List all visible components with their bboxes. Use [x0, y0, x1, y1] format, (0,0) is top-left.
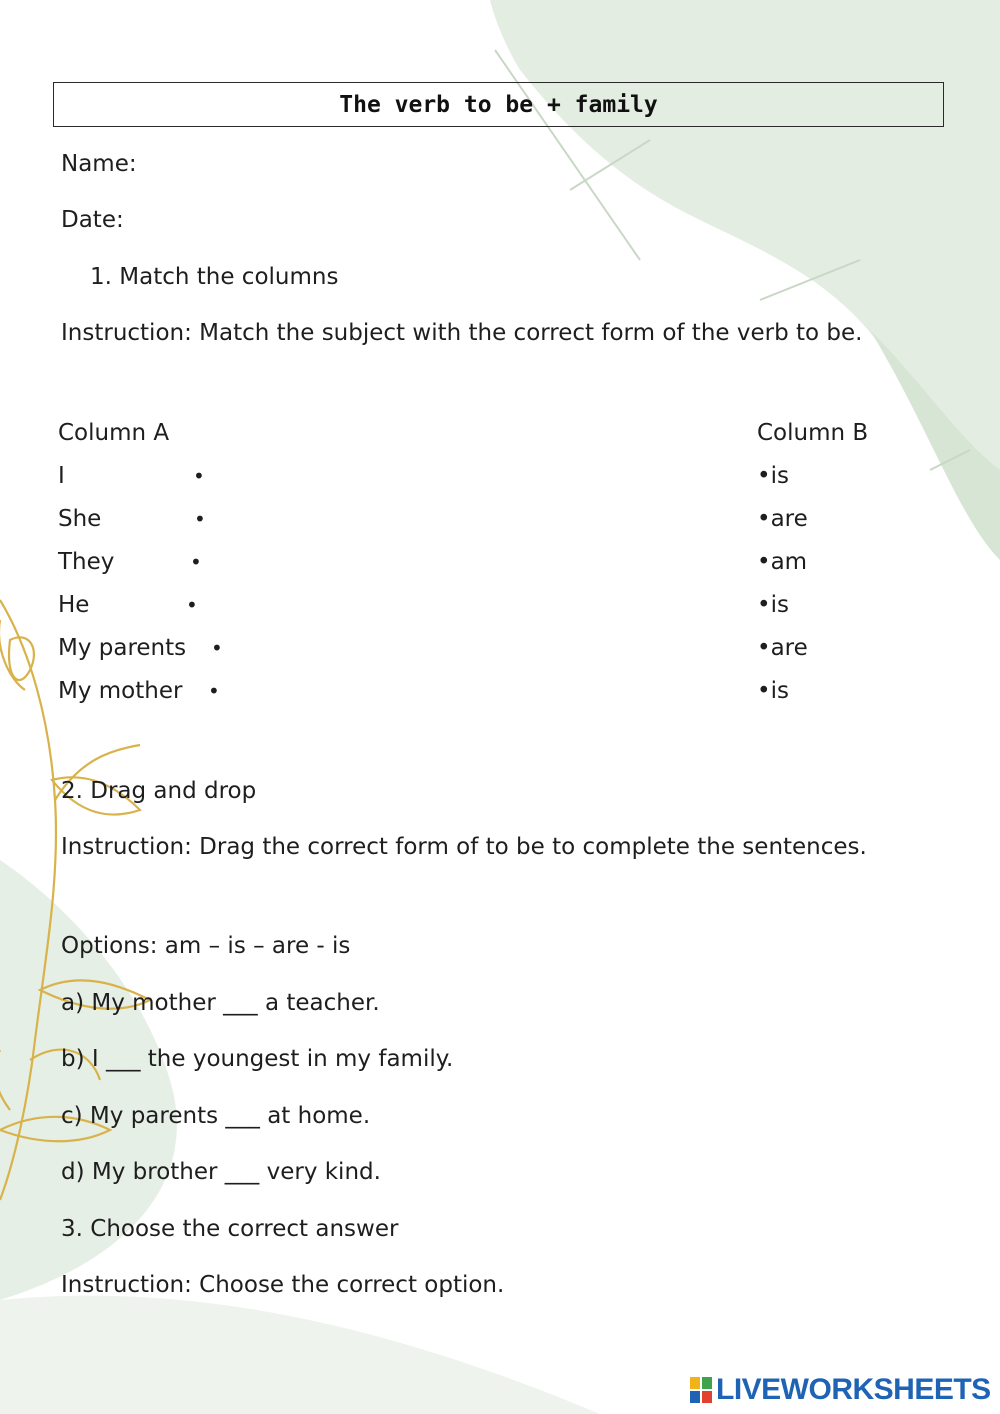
column-b-item[interactable]: •is: [757, 678, 789, 704]
match-dot-a[interactable]: •: [190, 550, 202, 574]
column-a-item: I: [58, 463, 65, 489]
worksheet-title: The verb to be + family: [53, 82, 944, 127]
liveworksheets-logo-icon: [690, 1377, 712, 1403]
section2-instruction: Instruction: Drag the correct form of to be to complete the sentences.: [61, 834, 867, 860]
sentence-item[interactable]: c) My parents ___ at home.: [61, 1103, 371, 1129]
column-b-header: Column B: [757, 420, 869, 446]
section1-instruction: Instruction: Match the subject with the correct form of the verb to be.: [61, 320, 863, 346]
column-b-item[interactable]: •are: [757, 506, 808, 532]
match-dot-a[interactable]: •: [211, 636, 223, 660]
liveworksheets-brand: [690, 1372, 991, 1408]
section3-heading: 3. Choose the correct answer: [61, 1216, 399, 1242]
column-b-item[interactable]: •is: [757, 463, 789, 489]
column-a-item: My parents: [58, 635, 187, 661]
section2-heading: 2. Drag and drop: [61, 778, 257, 804]
match-dot-a[interactable]: •: [193, 464, 205, 488]
column-a-item: They: [58, 549, 115, 575]
column-a-item: My mother: [58, 678, 183, 704]
column-a-header: Column A: [58, 420, 170, 446]
column-b-item[interactable]: •are: [757, 635, 808, 661]
name-label: Name:: [61, 151, 137, 177]
sentence-item[interactable]: b) I ___ the youngest in my family.: [61, 1046, 454, 1072]
column-b-item[interactable]: •am: [757, 549, 808, 575]
column-b-item[interactable]: •is: [757, 592, 789, 618]
section3-instruction: Instruction: Choose the correct option.: [61, 1272, 505, 1298]
sentence-item[interactable]: a) My mother ___ a teacher.: [61, 990, 380, 1016]
match-dot-a[interactable]: •: [208, 679, 220, 703]
match-dot-a[interactable]: •: [194, 507, 206, 531]
sentence-item[interactable]: d) My brother ___ very kind.: [61, 1159, 381, 1185]
section1-heading: 1. Match the columns: [90, 264, 339, 290]
column-a-item: He: [58, 592, 90, 618]
column-a-item: She: [58, 506, 102, 532]
options-line: Options: am – is – are - is: [61, 933, 351, 959]
date-label: Date:: [61, 207, 124, 233]
match-dot-a[interactable]: •: [186, 593, 198, 617]
brand-text: LIVEWORKSHEETS: [716, 1373, 991, 1406]
